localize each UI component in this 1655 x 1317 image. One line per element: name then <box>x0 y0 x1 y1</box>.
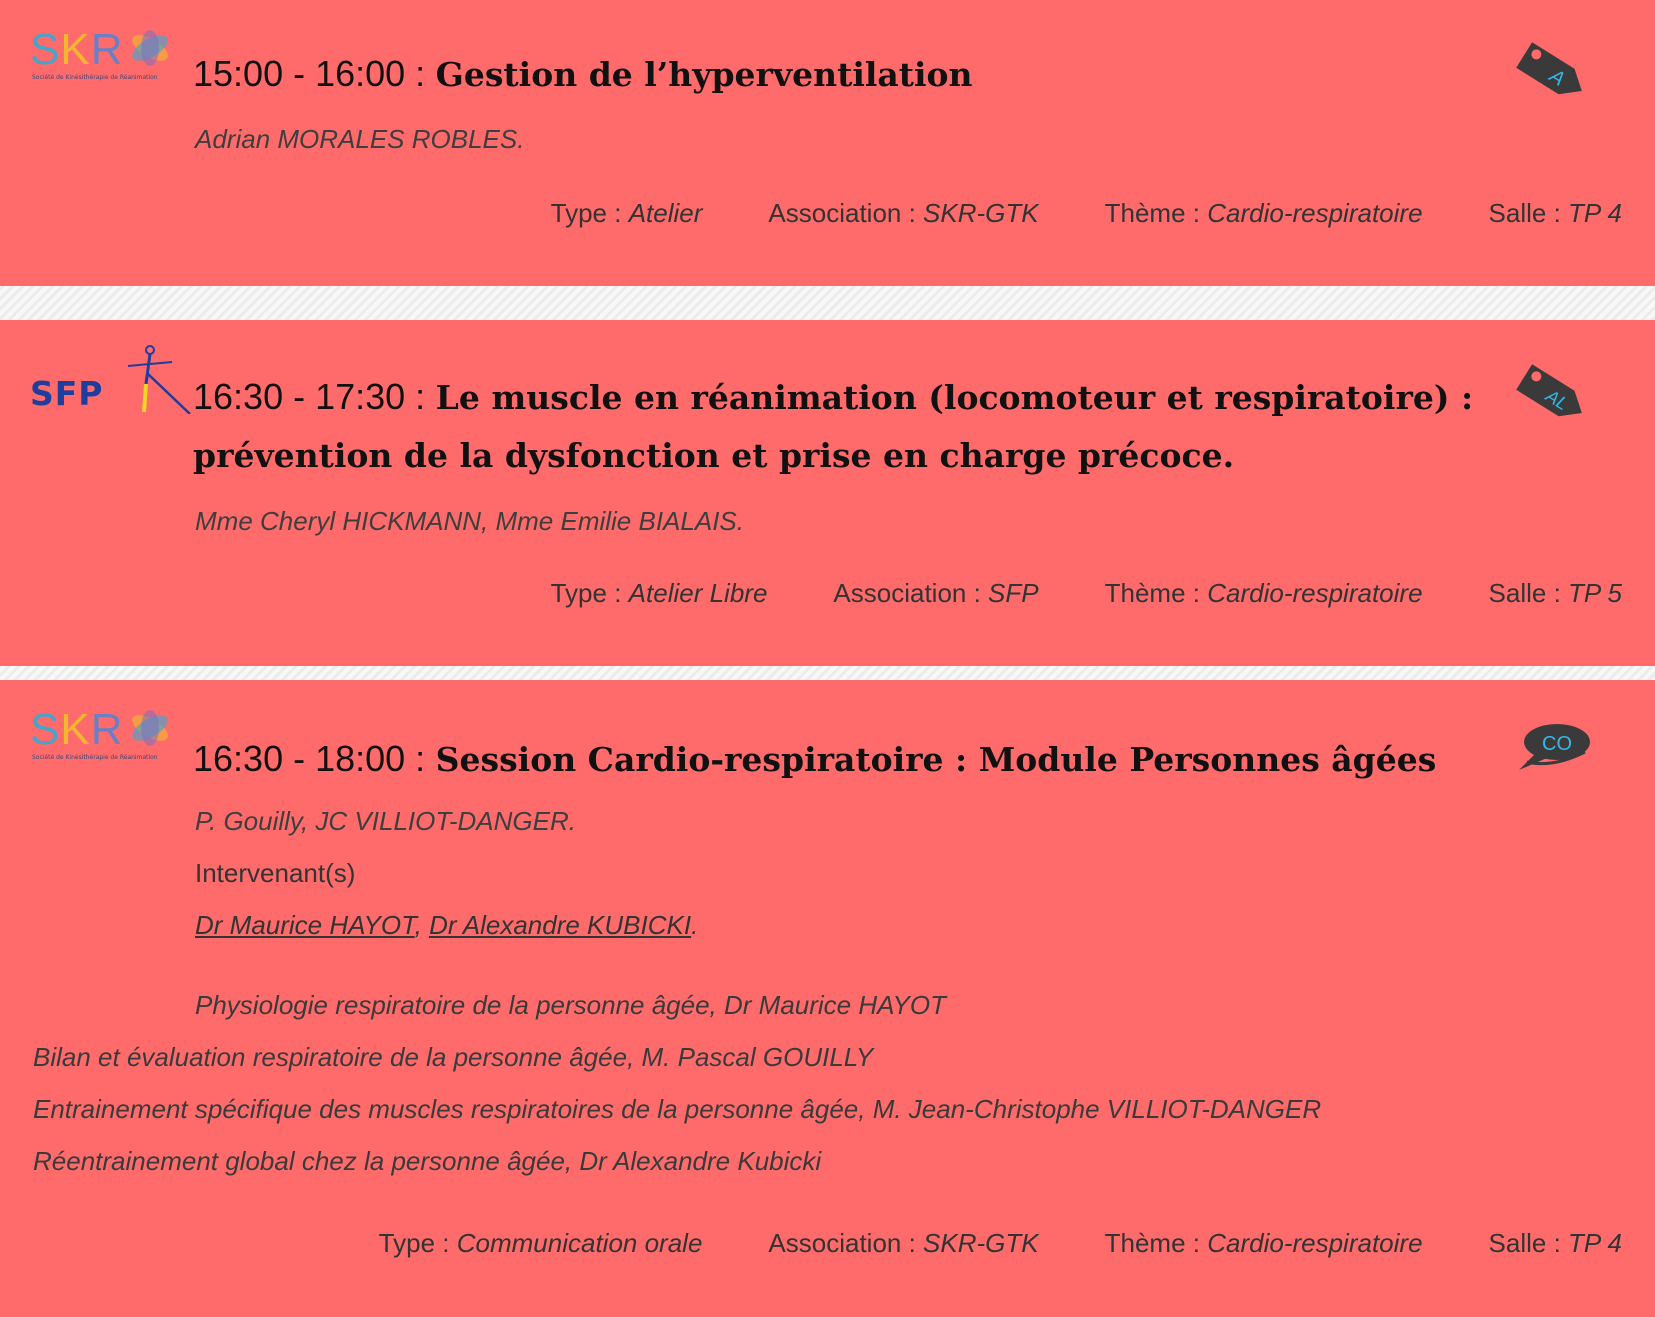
meta-theme-label: Thème : <box>1104 1228 1200 1258</box>
session-card <box>0 0 1655 286</box>
badge-label: A <box>1545 65 1569 91</box>
tag-icon <box>1513 362 1593 428</box>
meta-theme-label: Thème : <box>1104 198 1200 228</box>
meta-salle-label: Salle : <box>1488 578 1561 608</box>
sfp-figure-icon <box>108 344 198 414</box>
skr-emblem-icon <box>128 28 172 68</box>
logo-letter: S <box>30 705 61 754</box>
meta-theme <box>1105 198 1423 229</box>
meta-type <box>551 198 703 229</box>
meta-salle-label: Salle : <box>1488 1228 1561 1258</box>
meta-association-value: SKR-GTK <box>923 1228 1039 1258</box>
meta-theme <box>1105 578 1423 609</box>
session-time: 16:30 - 18:00 : <box>193 738 426 779</box>
talk-item: Bilan et évaluation respiratoire de la personne âgée, M. Pascal GOUILLY <box>33 1042 874 1072</box>
sfp-logo-text: SFP <box>30 374 104 413</box>
session-meta <box>485 198 1622 229</box>
meta-theme-value: Cardio-respiratoire <box>1207 1228 1423 1258</box>
session-meta <box>313 1228 1622 1259</box>
session-meta <box>485 578 1622 609</box>
meta-type-label: Type : <box>378 1228 450 1258</box>
meta-theme <box>1105 1228 1423 1259</box>
talk-item: Physiologie respiratoire de la personne âgée, Dr Maurice HAYOT <box>195 990 946 1020</box>
meta-salle <box>1489 1228 1622 1259</box>
meta-type-label: Type : <box>550 578 622 608</box>
meta-association <box>833 578 1038 609</box>
logo-letter: R <box>90 705 124 754</box>
logo-letter: S <box>30 25 61 74</box>
logo-letter: R <box>90 25 124 74</box>
speech-bubble-icon <box>1513 716 1593 782</box>
session-speakers: Mme Cheryl HICKMANN, Mme Emilie BIALAIS. <box>195 506 744 536</box>
session-speakers: P. Gouilly, JC VILLIOT-DANGER. <box>195 806 576 836</box>
skr-emblem-icon <box>128 708 172 748</box>
session-title[interactable] <box>193 45 973 104</box>
skr-logo <box>30 26 175 86</box>
meta-salle <box>1489 198 1622 229</box>
session-speakers: Adrian MORALES ROBLES. <box>195 124 525 154</box>
intervenants-list <box>195 910 698 941</box>
meta-association-value: SKR-GTK <box>923 198 1039 228</box>
meta-type <box>551 578 768 609</box>
session-title-text: Gestion de l’hyperventilation <box>435 55 973 94</box>
meta-salle <box>1489 578 1622 609</box>
logo-letter: K <box>60 25 91 74</box>
meta-theme-value: Cardio-respiratoire <box>1207 198 1423 228</box>
intervenant-link[interactable]: Dr Maurice HAYOT <box>195 910 415 940</box>
meta-salle-value: TP 4 <box>1568 198 1622 228</box>
meta-association-value: SFP <box>988 578 1039 608</box>
session-title-text: Session Cardio-respiratoire : Module Personnes âgées <box>435 740 1437 779</box>
meta-type <box>379 1228 703 1259</box>
meta-type-value: Atelier Libre <box>628 578 768 608</box>
meta-type-value: Atelier <box>628 198 703 228</box>
meta-salle-value: TP 5 <box>1568 578 1622 608</box>
meta-association-label: Association : <box>768 1228 916 1258</box>
meta-type-label: Type : <box>550 198 622 228</box>
intervenant-link[interactable]: Dr Alexandre KUBICKI <box>429 910 692 940</box>
badge-label: AL <box>1542 385 1572 415</box>
talk-item: Réentrainement global chez la personne âgée, Dr Alexandre Kubicki <box>33 1146 822 1176</box>
intervenants-label: Intervenant(s) <box>195 858 356 888</box>
session-card <box>0 320 1655 666</box>
sfp-logo <box>30 344 175 414</box>
logo-subtitle: Société de Kinésithérapie de Réanimation <box>32 74 158 81</box>
meta-theme-label: Thème : <box>1104 578 1200 608</box>
meta-association-label: Association : <box>833 578 981 608</box>
intervenant-end: . <box>691 910 699 940</box>
session-title[interactable] <box>193 368 1493 485</box>
session-time: 16:30 - 17:30 : <box>193 376 426 417</box>
session-time: 15:00 - 16:00 : <box>193 53 426 94</box>
badge-label: CO <box>1542 733 1572 755</box>
meta-association <box>768 198 1038 229</box>
session-card <box>0 680 1655 1317</box>
meta-theme-value: Cardio-respiratoire <box>1207 578 1423 608</box>
meta-salle-label: Salle : <box>1488 198 1561 228</box>
logo-letter: K <box>60 705 91 754</box>
meta-salle-value: TP 4 <box>1568 1228 1622 1258</box>
intervenant-separator: , <box>414 910 430 940</box>
meta-association <box>768 1228 1038 1259</box>
meta-association-label: Association : <box>768 198 916 228</box>
meta-type-value: Communication orale <box>456 1228 703 1258</box>
session-title[interactable] <box>193 730 1436 789</box>
tag-icon <box>1513 40 1593 106</box>
skr-logo <box>30 706 175 766</box>
session-title-text: Le muscle en réanimation (locomoteur et respiratoire) : prévention de la dysfonction et prise en charge précoce. <box>193 378 1474 475</box>
logo-subtitle: Société de Kinésithérapie de Réanimation <box>32 754 158 761</box>
talk-item: Entrainement spécifique des muscles respiratoires de la personne âgée, M. Jean-Christophe VILLIOT-DANGER <box>33 1094 1322 1124</box>
